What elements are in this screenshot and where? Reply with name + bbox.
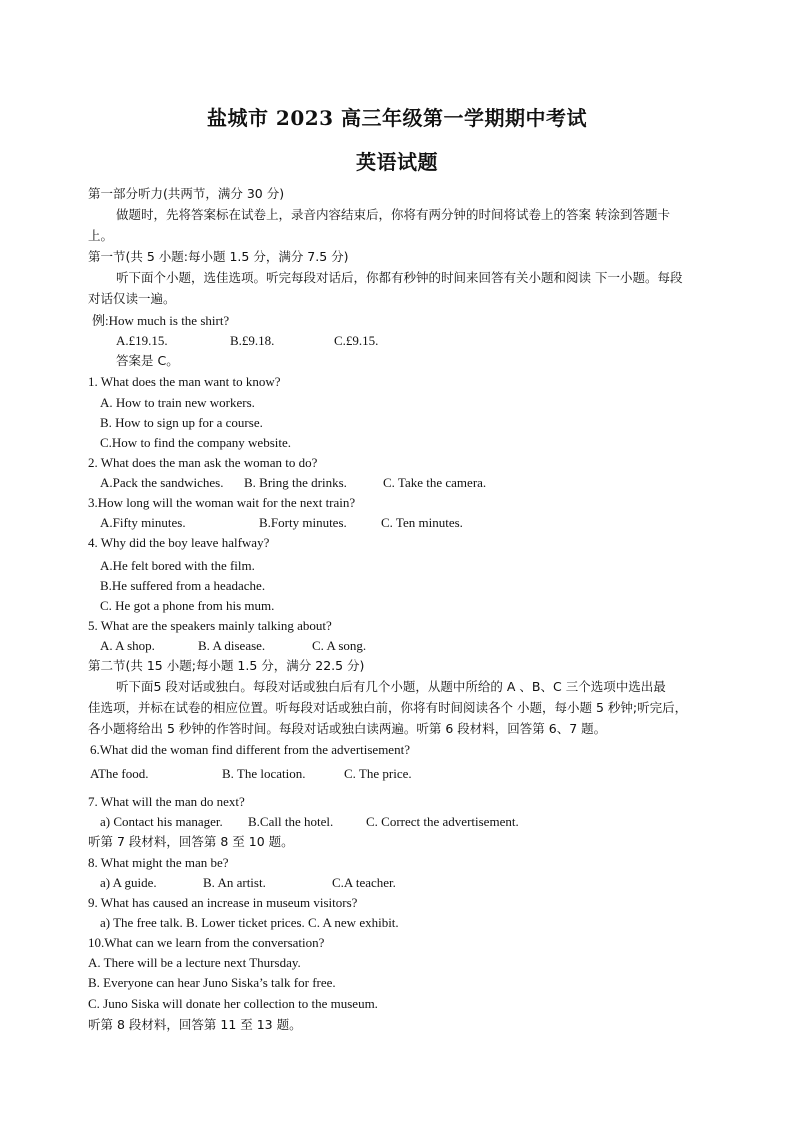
part1-heading: 第一部分听力(共两节，满分 30 分) [88,186,285,201]
question-3: 3.How long will the woman wait for the next train? [88,495,356,510]
q7-option-a: a) Contact his manager. [100,814,223,829]
section1-intro-line2: 对话仅读一遍。 [88,291,176,306]
q10-option-b: B. Everyone can hear Juno Siska’s talk for free. [88,975,336,990]
section2-intro-line3: 各小题将给出 5 秒钟的作答时间。每段对话或独白读两遍。听第 6 段材料，回答第 6、7 题。 [88,721,607,736]
q8-option-a: a) A guide. [100,875,157,890]
q2-option-a: A.Pack the sandwiches. [100,475,224,490]
section1-heading: 第一节(共 5 小题:每小题 1.5 分，满分 7.5 分) [88,249,349,264]
q9-options: a) The free talk. B. Lower ticket prices. C. A new exhibit. [100,915,399,930]
material-7-note: 听第 7 段材料，回答第 8 至 10 题。 [88,834,294,849]
question-4: 4. Why did the boy leave halfway? [88,535,270,550]
q6-option-a: AThe food. [90,766,149,781]
example-option-b: B.£9.18. [230,333,275,348]
q5-option-a: A. A shop. [100,638,155,653]
q10-option-c: C. Juno Siska will donate her collection to the museum. [88,996,378,1011]
q1-option-a: A. How to train new workers. [100,395,255,410]
question-2: 2. What does the man ask the woman to do? [88,455,318,470]
exam-subtitle: 英语试题 [356,150,438,174]
question-8: 8. What might the man be? [88,855,229,870]
question-10: 10.What can we learn from the conversation? [88,935,325,950]
section2-intro-line1: 听下面5 段对话或独白。每段对话或独白后有几个小题，从题中所给的 A 、B、C 三个选项中选出最 [116,679,666,694]
section2-intro-line2: 佳选项，并标在试卷的相应位置。听每段对话或独白前，你将有时间阅读各个 小题，每小题 5 秒钟;听完后， [88,700,688,715]
q8-option-c: C.A teacher. [332,875,396,890]
q3-option-b: B.Forty minutes. [259,515,347,530]
question-6: 6.What did the woman find different from the advertisement? [90,742,410,757]
example-answer: 答案是 C。 [116,353,179,368]
example-option-c: C.£9.15. [334,333,379,348]
part1-intro-line1: 做题时，先将答案标在试卷上，录音内容结束后，你将有两分钟的时间将试卷上的答案 转涂到答题卡 [116,207,670,222]
question-5: 5. What are the speakers mainly talking about? [88,618,332,633]
section1-intro-line1: 听下面个小题，选佳选项。听完每段对话后，你都有秒钟的时间来回答有关小题和阅读 下一小题。每段 [116,270,683,285]
exam-title: 盐城市 2023 高三年级第一学期期中考试 [206,106,588,130]
q10-option-a: A. There will be a lecture next Thursday. [88,955,301,970]
example-question: 例:How much is the shirt? [92,313,230,328]
q6-option-b: B. The location. [222,766,306,781]
q1-option-c: C.How to find the company website. [100,435,291,450]
example-option-a: A.£19.15. [116,333,168,348]
question-9: 9. What has caused an increase in museum visitors? [88,895,358,910]
question-1: 1. What does the man want to know? [88,374,281,389]
q5-option-b: B. A disease. [198,638,266,653]
q2-option-b: B. Bring the drinks. [244,475,347,490]
q8-option-b: B. An artist. [203,875,266,890]
section2-heading: 第二节(共 15 小题;每小题 1.5 分，满分 22.5 分) [88,658,365,673]
q5-option-c: C. A song. [312,638,367,653]
q1-option-b: B. How to sign up for a course. [100,415,263,430]
q2-option-c: C. Take the camera. [383,475,487,490]
question-7: 7. What will the man do next? [88,794,245,809]
q4-option-a: A.He felt bored with the film. [100,558,255,573]
q3-option-c: C. Ten minutes. [381,515,463,530]
q4-option-b: B.He suffered from a headache. [100,578,266,593]
part1-intro-line2: 上。 [88,228,114,243]
q4-option-c: C. He got a phone from his mum. [100,598,275,613]
material-8-note: 听第 8 段材料，回答第 11 至 13 题。 [88,1017,302,1032]
q3-option-a: A.Fifty minutes. [100,515,186,530]
q7-option-c: C. Correct the advertisement. [366,814,519,829]
q6-option-c: C. The price. [344,766,412,781]
q7-option-b: B.Call the hotel. [248,814,334,829]
